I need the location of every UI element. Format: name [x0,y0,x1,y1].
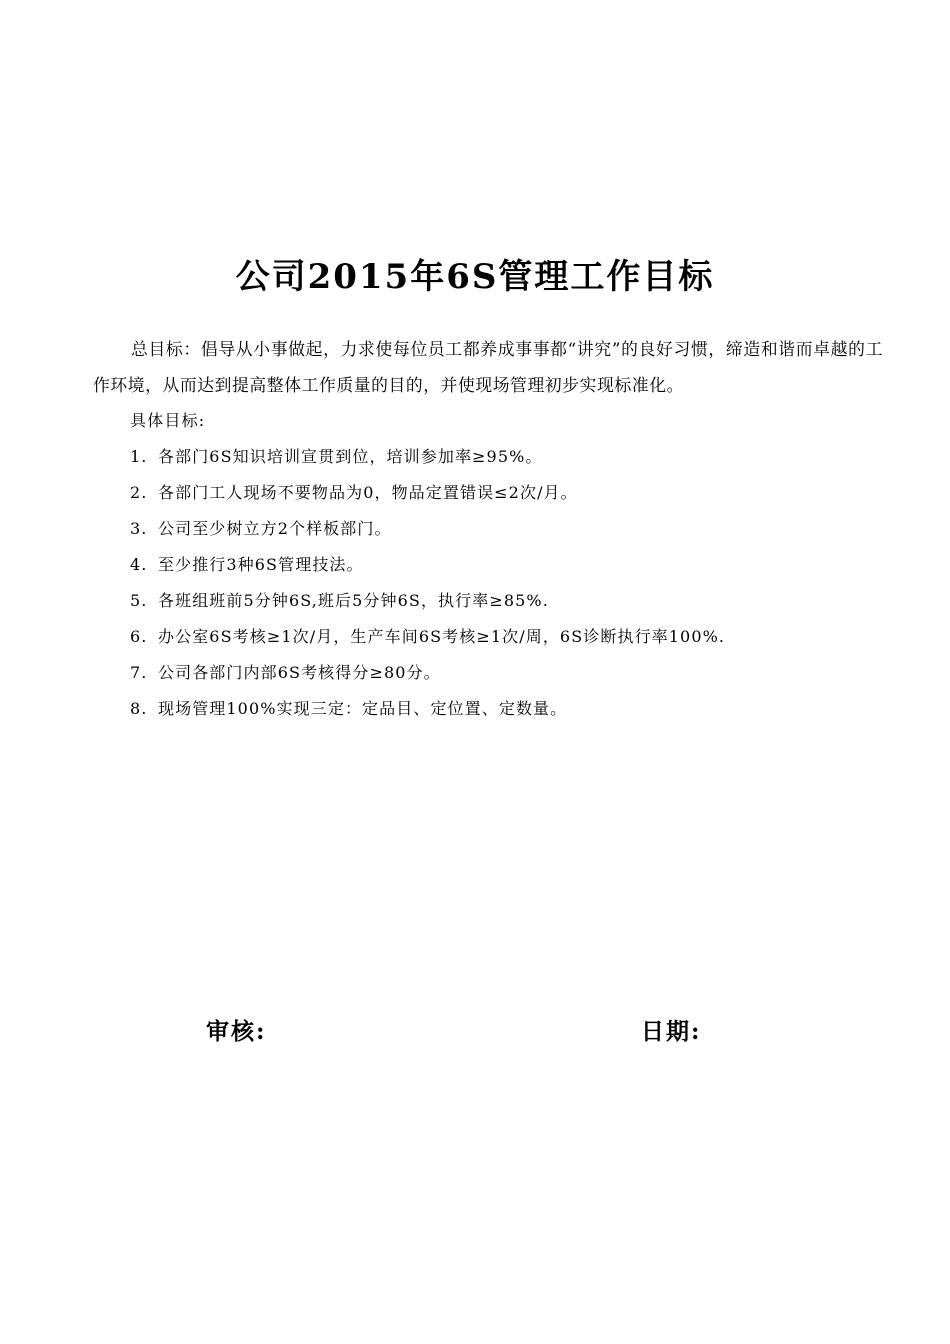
goal-item-1 [130,439,543,475]
goal-text: 现场管理100%实现三定：定品目、定位置、定数量。 [158,699,568,718]
date-label: 日期: [641,1018,702,1045]
goal-text: 各部门6S知识培训宣贯到位，培训参加率≥95%。 [158,447,543,466]
goal-text: 公司各部门内部6S考核得分≥80分。 [158,663,441,682]
goal-number: 2. [130,483,148,502]
goal-text: 至少推行3种6S管理技法。 [158,555,364,574]
goal-text: 各班组班前5分钟6S,班后5分钟6S，执行率≥85%. [158,591,549,610]
goal-item-3 [130,511,392,547]
goal-item-6 [130,619,725,655]
review-label: 审核: [206,1018,267,1045]
goal-item-7 [130,655,441,691]
specific-goals-heading: 具体目标: [130,411,206,430]
goal-number: 8. [130,699,148,718]
overall-goal-paragraph: 总目标：倡导从小事做起，力求使每位员工都养成事事都“讲究”的良好习惯，缔造和谐而卓越的工作环境，从而达到提高整体工作质量的目的，并使现场管理初步实现标准化。 [93,339,883,395]
goal-item-2 [130,475,578,511]
goal-text: 各部门工人现场不要物品为0，物品定置错误≤2次/月。 [158,483,578,502]
goal-text: 办公室6S考核≥1次/月，生产车间6S考核≥1次/周，6S诊断执行率100%. [158,627,726,646]
goal-number: 7. [130,663,148,682]
document-title: 公司2015年6S管理工作目标 [235,257,715,297]
goal-item-5 [130,583,549,619]
goal-number: 1. [130,447,148,466]
goal-item-4 [130,547,364,583]
goal-item-8 [130,691,567,727]
goal-number: 3. [130,519,148,538]
goal-text: 公司至少树立方2个样板部门。 [158,519,392,538]
goal-number: 4. [130,555,148,574]
goal-number: 5. [130,591,148,610]
goal-number: 6. [130,627,148,646]
